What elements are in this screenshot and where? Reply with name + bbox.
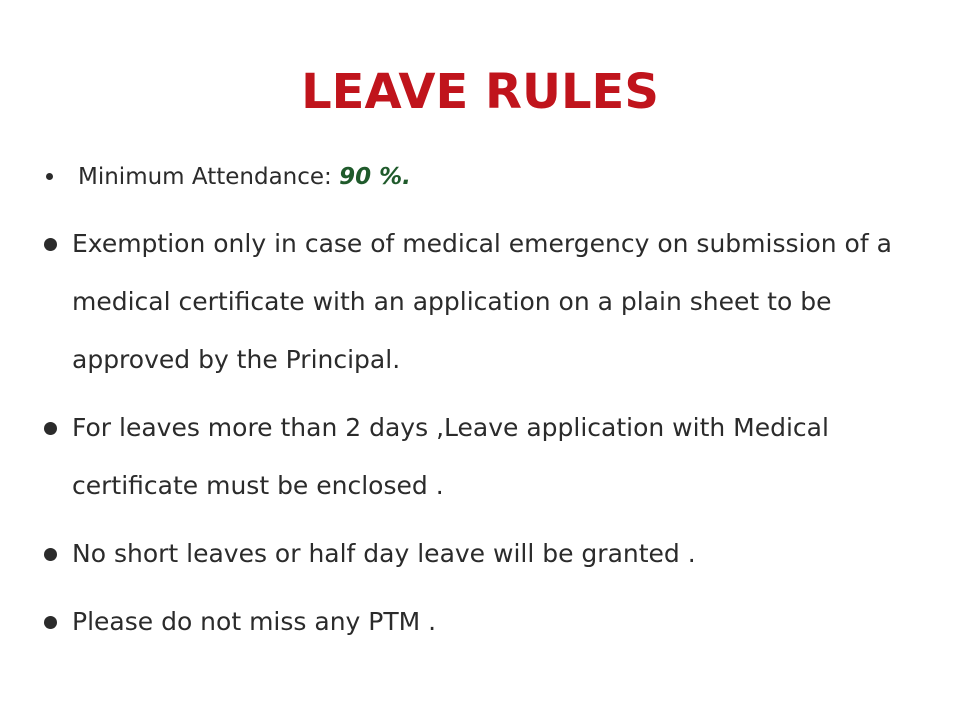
- bullet-icon: [46, 173, 53, 180]
- rule-text: Please do not miss any PTM .: [72, 607, 437, 636]
- rule-text: Minimum Attendance:: [78, 164, 340, 190]
- rule-text: Exemption only in case of medical emergency on submission of a medical certificate with an application on a plain sheet to be approved by the Principal.: [72, 229, 892, 374]
- bullet-icon: [44, 548, 57, 561]
- rules-list: [44, 155, 924, 661]
- rule-text: For leaves more than 2 days ,Leave application with Medical certificate must be enclosed .: [72, 413, 829, 500]
- rule-item-short-leave: [44, 525, 924, 583]
- rule-item-exemption: [44, 215, 924, 389]
- attendance-value: 90 %.: [339, 164, 411, 190]
- rule-item-ptm: [44, 593, 924, 651]
- rule-item-long-leave: [44, 399, 924, 515]
- bullet-icon: [44, 422, 57, 435]
- bullet-icon: [44, 238, 57, 251]
- slide-title: LEAVE RULES: [301, 64, 659, 120]
- rule-text: No short leaves or half day leave will be granted .: [72, 539, 696, 568]
- rule-item-attendance: [44, 155, 924, 199]
- bullet-icon: [44, 616, 57, 629]
